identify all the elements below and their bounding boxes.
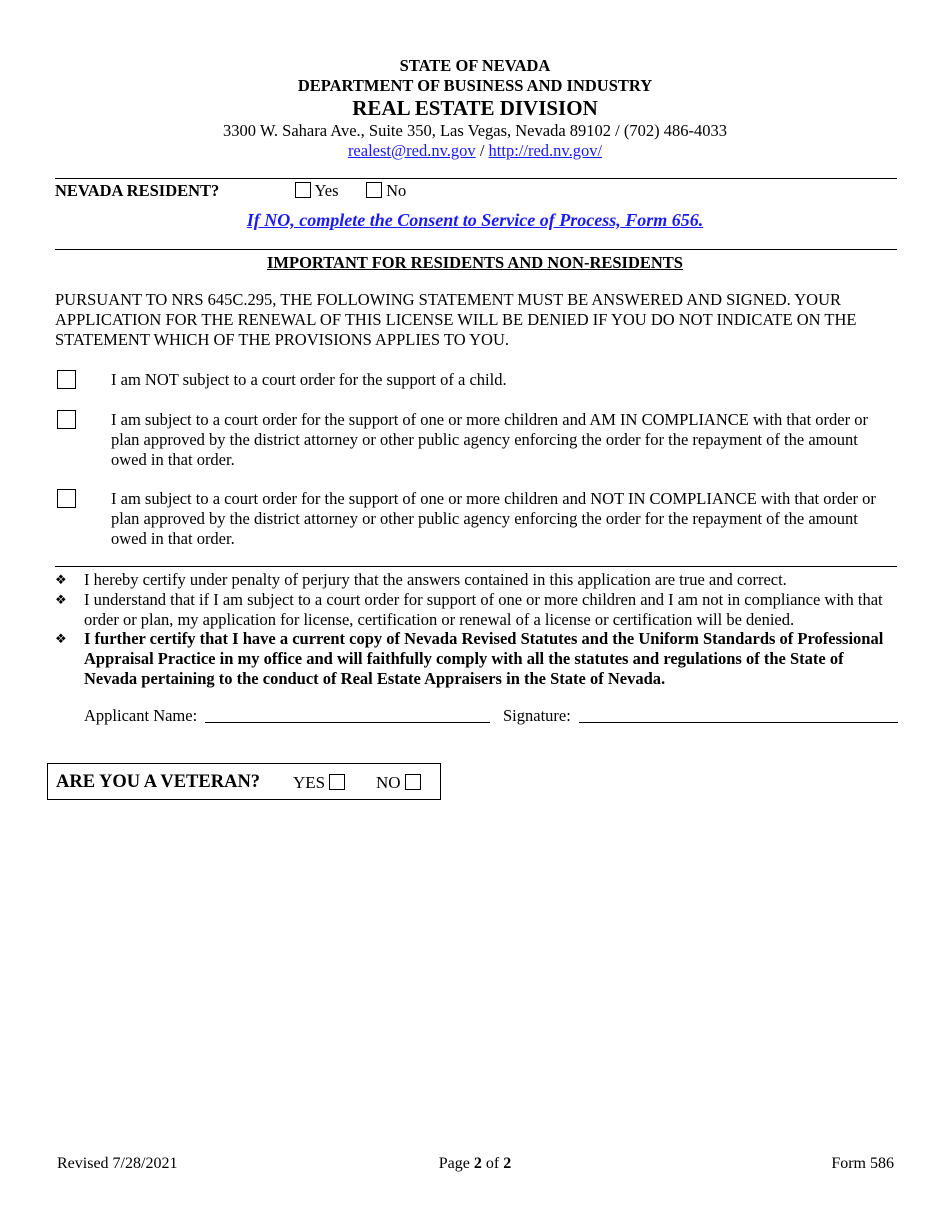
bullet-icon: ❖ (55, 631, 67, 646)
resident-label: NEVADA RESIDENT? (55, 181, 220, 200)
page-number (0, 1155, 950, 1173)
email-link[interactable]: realest@red.nv.gov (347, 141, 476, 160)
divider (55, 566, 897, 567)
consent-form-link[interactable]: If NO, complete the Consent to Service of Process, Form 656. (246, 210, 704, 230)
resident-no-checkbox[interactable] (366, 182, 382, 198)
veteran-no-option[interactable] (376, 773, 421, 793)
statement-3-text: I am subject to a court order for the support of one or more children and NOT IN COMPLIANCE with that order or plan approved by the district attorney or other public agency enforcing the order for the repayment of the amount owed in that order. (111, 489, 876, 548)
veteran-box (47, 763, 441, 800)
resident-yes-option[interactable] (295, 181, 339, 201)
divider (55, 178, 897, 179)
divider (55, 249, 897, 250)
resident-no-option[interactable] (366, 181, 406, 201)
bullet-icon: ❖ (55, 572, 67, 587)
contact-separator: / (475, 141, 489, 160)
veteran-yes-checkbox[interactable] (329, 774, 345, 790)
form-number: Form 586 (831, 1155, 894, 1172)
certification-1: I hereby certify under penalty of perjury that the answers contained in this application are true and correct. (84, 570, 787, 589)
signature-label: Signature: (503, 706, 571, 725)
bullet-icon: ❖ (55, 592, 67, 607)
page-current: 2 (473, 1155, 482, 1172)
certification-2: I understand that if I am subject to a court order for support of one or more children and I am not in compliance with that order or plan, my application for license, certification or renewal of a license or certification will be denied. (84, 590, 883, 629)
statement-2-checkbox[interactable] (57, 410, 76, 429)
resident-yes-label: Yes (314, 181, 339, 200)
page-of: of (481, 1155, 504, 1172)
statement-2-text: I am subject to a court order for the support of one or more children and AM IN COMPLIANCE with that order or plan approved by the district attorney or other public agency enforcing the order for the repayment of the amount owed in that order. (111, 410, 868, 469)
veteran-no-checkbox[interactable] (405, 774, 421, 790)
contact-links (0, 141, 950, 161)
department-heading: DEPARTMENT OF BUSINESS AND INDUSTRY (297, 76, 653, 95)
resident-yes-checkbox[interactable] (295, 182, 311, 198)
state-heading: STATE OF NEVADA (399, 56, 551, 75)
division-heading: REAL ESTATE DIVISION (352, 96, 598, 120)
page-total: 2 (503, 1155, 512, 1172)
website-link[interactable]: http://red.nv.gov/ (488, 141, 603, 160)
resident-no-label: No (386, 181, 407, 200)
section-title: IMPORTANT FOR RESIDENTS AND NON-RESIDENTS (267, 253, 683, 272)
revised-date: Revised 7/28/2021 (57, 1155, 178, 1172)
signature-field[interactable] (579, 722, 898, 723)
veteran-yes-option[interactable] (293, 773, 345, 793)
applicant-name-field[interactable] (205, 722, 490, 723)
intro-paragraph: PURSUANT TO NRS 645C.295, THE FOLLOWING STATEMENT MUST BE ANSWERED AND SIGNED. YOUR APPLICATION FOR THE RENEWAL OF THIS LICENSE WILL BE DENIED IF YOU DO NOT INDICATE ON THE STATEMENT WHICH OF THE PROVISIONS APPLIES TO YOU. (55, 290, 857, 349)
statement-1-text: I am NOT subject to a court order for the support of a child. (111, 370, 507, 389)
veteran-no-label: NO (376, 773, 401, 792)
veteran-question: ARE YOU A VETERAN? (56, 772, 261, 792)
address-line: 3300 W. Sahara Ave., Suite 350, Las Vegas, Nevada 89102 / (702) 486-4033 (223, 121, 727, 140)
veteran-yes-label: YES (293, 773, 326, 792)
certification-3: I further certify that I have a current copy of Nevada Revised Statutes and the Uniform Standards of Professional Appraisal Practice in my office and will faithfully comply with all the statutes and regulations of the State of Nevada pertaining to the conduct of Real Estate Appraisers in the State of Nevada. (84, 629, 884, 688)
statement-1-checkbox[interactable] (57, 370, 76, 389)
applicant-name-label: Applicant Name: (84, 706, 198, 725)
statement-3-checkbox[interactable] (57, 489, 76, 508)
page-prefix: Page (438, 1155, 474, 1172)
